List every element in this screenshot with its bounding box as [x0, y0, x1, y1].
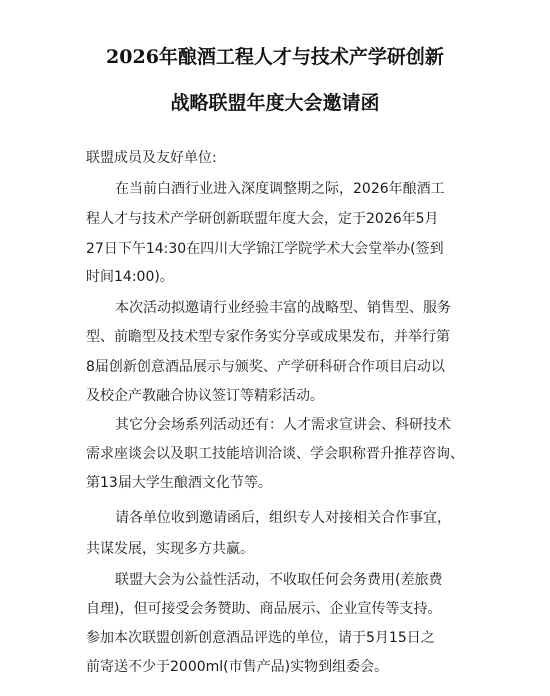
paragraph-5-line-2: 自理)，但可接受会务赞助、商品展示、企业宣传等支持。: [86, 601, 442, 617]
paragraph-3-line-2: 需求座谈会以及职工技能培训洽谈、学会职称晋升推荐咨询、: [86, 446, 464, 462]
paragraph-5-line-1: 联盟大会为公益性活动，不收取任何会务费用(差旅费: [115, 572, 443, 588]
salutation: 联盟成员及友好单位:: [86, 150, 217, 166]
paragraph-5-line-4: 前寄送不少于2000ml(市售产品)实物到组委会。: [86, 659, 389, 675]
paragraph-3-line-3: 第13届大学生酿酒文化节等。: [86, 475, 272, 491]
paragraph-2-line-2: 型、前瞻型及技术型专家作务实分享或成果发布，并举行第: [86, 329, 450, 345]
letter-title-line-2: 战略联盟年度大会邀请函: [170, 92, 380, 114]
paragraph-2-line-1: 本次活动拟邀请行业经验丰富的战略型、销售型、服务: [115, 300, 451, 316]
paragraph-3-line-1: 其它分会场系列活动还有：人才需求宣讲会、科研技术: [115, 417, 451, 433]
paragraph-1-line-3: 27日下午14:30在四川大学锦江学院学术大会堂举办(签到: [86, 241, 444, 257]
paragraph-2-line-4: 及校企产教融合协议签订等精彩活动。: [86, 388, 324, 404]
paragraph-4-line-2: 共谋发展，实现多方共赢。: [86, 541, 254, 557]
paragraph-4-line-1: 请各单位收到邀请函后，组织专人对接相关合作事宜，: [115, 510, 451, 526]
paragraph-2-line-3: 8届创新创意酒品展示与颁奖、产学研科研合作项目启动以: [86, 359, 445, 375]
paragraph-1-line-2: 程人才与技术产学研创新联盟年度大会，定于2026年5月: [86, 211, 439, 227]
paragraph-5-line-3: 参加本次联盟创新创意酒品评选的单位，请于5月15日之: [86, 630, 435, 646]
paragraph-1-line-4: 时间14:00)。: [86, 269, 174, 285]
letter-title-line-1: 2026年酿酒工程人才与技术产学研创新: [106, 46, 444, 68]
paragraph-1-line-1: 在当前白酒行业进入深度调整期之际，2026年酿酒工: [115, 181, 445, 197]
